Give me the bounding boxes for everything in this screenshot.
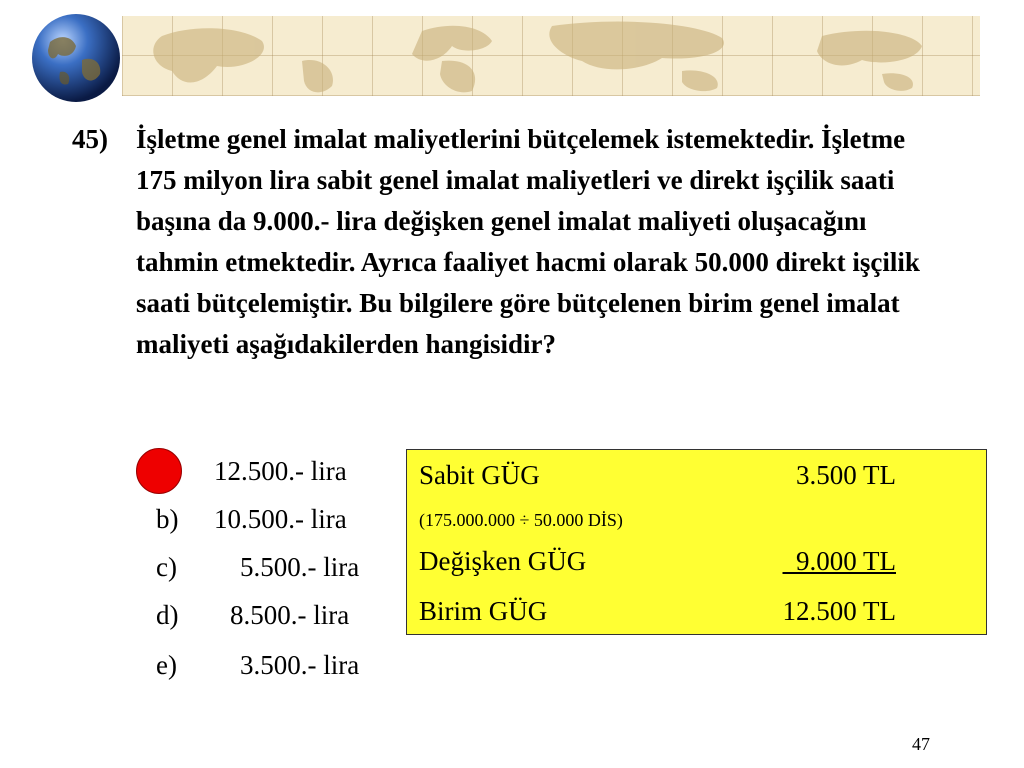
world-map-icon: [122, 16, 980, 96]
option-value: 3.500.- lira: [240, 650, 360, 680]
option-value: 5.500.- lira: [240, 552, 360, 582]
globe-icon: [30, 12, 122, 104]
option-value: 10.500.- lira: [214, 504, 347, 534]
option-value: 12.500.- lira: [214, 456, 347, 486]
fixed-overhead-label: Sabit GÜG: [419, 460, 540, 490]
unit-overhead-label: Birim GÜG: [419, 596, 548, 626]
selected-answer-marker: [136, 448, 182, 494]
fixed-overhead-calculation: (175.000.000 ÷ 50.000 DİS): [419, 510, 623, 530]
option-letter: b): [156, 504, 179, 534]
option-value: 8.500.- lira: [230, 600, 350, 630]
slide-number: 47: [912, 734, 930, 754]
fixed-overhead-value: 3.500 TL: [796, 460, 896, 490]
solution-box: [406, 449, 987, 635]
question-number: 45): [72, 124, 108, 154]
question-text: İşletme genel imalat maliyetlerini bütçelemek istemektedir. İşletme 175 milyon lira sabit genel imalat maliyetleri ve direkt işçilik saati başına da 9.000.- lira değişken genel imalat maliyeti oluşacağını tahmin etmektedir. Ayrıca faaliyet hacmi olarak 50.000 direkt işçilik saati bütçelemiştir. Bu bilgilere göre bütçelenen birim genel imalat maliyeti aşağıdakilerden hangisidir?: [136, 124, 920, 359]
variable-overhead-value: 9.000 TL: [782, 546, 896, 576]
option-letter: d): [156, 600, 179, 630]
variable-overhead-label: Değişken GÜG: [419, 546, 587, 576]
unit-overhead-value: 12.500 TL: [782, 596, 896, 626]
world-map-banner: [122, 16, 980, 96]
option-letter: e): [156, 650, 177, 680]
option-letter: c): [156, 552, 177, 582]
